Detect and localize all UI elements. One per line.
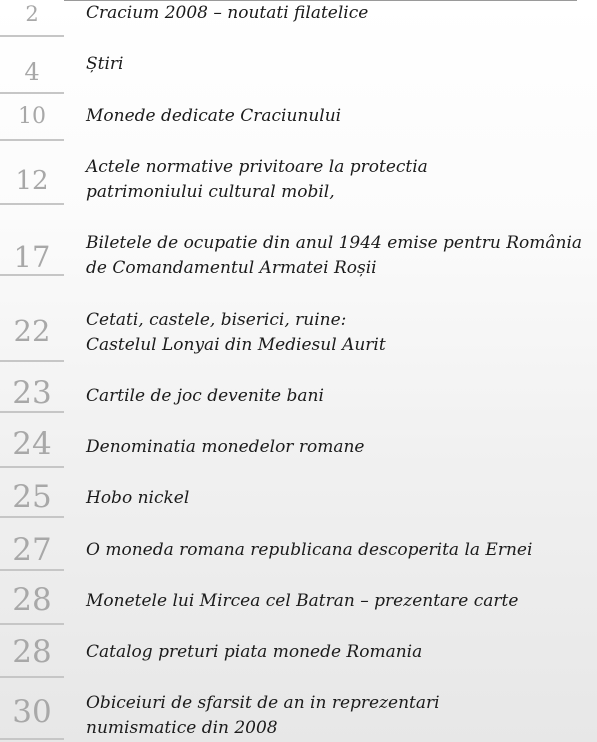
entry-title-line-2: de Comandamentul Armatei Roșii (86, 258, 377, 278)
page-number: 27 (12, 532, 52, 568)
entry-title: Catalog preturi piata monede Romania (86, 642, 423, 662)
number-underline (0, 516, 64, 518)
entry-title: Actele normative privitoare la protectia (86, 157, 428, 177)
number-underline (0, 274, 64, 276)
number-underline (0, 738, 64, 740)
page-number: 28 (12, 582, 52, 618)
page-number: 23 (12, 375, 52, 411)
page-number: 24 (12, 426, 52, 462)
entry-title: Știri (86, 54, 124, 74)
number-underline (0, 569, 64, 571)
entry-title: O moneda romana republicana descoperita la Ernei (86, 540, 533, 560)
entry-title-line-2: patrimoniului cultural mobil, (86, 182, 335, 202)
entry-title: Obiceiuri de sfarsit de an in reprezentari (86, 693, 440, 713)
page-number: 30 (12, 694, 52, 730)
number-underline (0, 411, 64, 413)
number-underline (0, 466, 64, 468)
entry-title-line-2: numismatice din 2008 (86, 718, 278, 738)
number-underline (0, 623, 64, 625)
entry-title: Denominatia monedelor romane (86, 437, 365, 457)
entry-title: Hobo nickel (86, 488, 190, 508)
number-underline (0, 139, 64, 141)
page-number: 2 (25, 2, 39, 26)
page-number: 28 (12, 634, 52, 670)
entry-title: Monede dedicate Craciunului (86, 106, 342, 126)
number-underline (0, 35, 64, 37)
entry-title: Monetele lui Mircea cel Batran – prezentare carte (86, 591, 519, 611)
page-number: 25 (12, 479, 52, 515)
number-underline (0, 203, 64, 205)
page-number: 4 (24, 58, 40, 86)
page-number: 10 (18, 104, 46, 129)
number-underline (0, 676, 64, 678)
page-number: 12 (15, 166, 49, 196)
page-number: 22 (13, 314, 51, 348)
entry-title: Cartile de joc devenite bani (86, 386, 324, 406)
number-underline (0, 360, 64, 362)
entry-title-line-2: Castelul Lonyai din Mediesul Aurit (86, 335, 386, 355)
page-number: 17 (13, 240, 51, 274)
entry-title: Cracium 2008 – noutati filatelice (86, 3, 369, 23)
number-underline (0, 92, 64, 94)
entry-title: Cetati, castele, biserici, ruine: (86, 310, 347, 330)
entry-title: Biletele de ocupatie din anul 1944 emise pentru România (86, 233, 583, 253)
